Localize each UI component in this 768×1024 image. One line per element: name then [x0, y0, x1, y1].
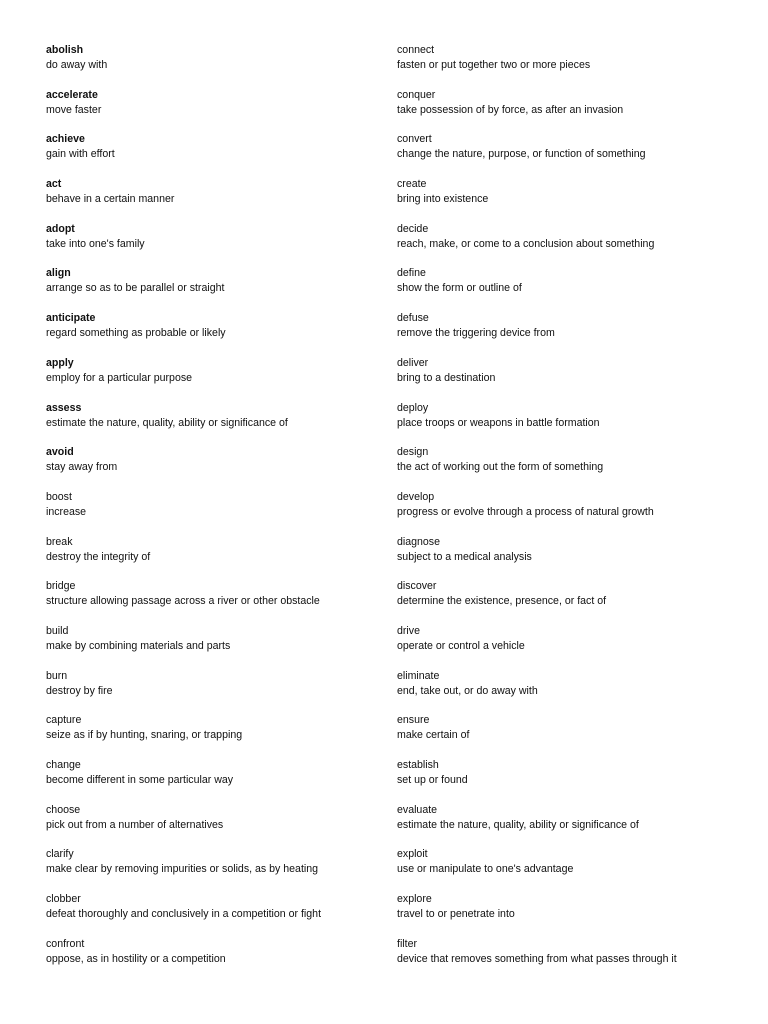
- vocab-definition: make certain of: [397, 729, 470, 742]
- vocab-entry: [397, 177, 757, 222]
- vocab-entry: [46, 356, 386, 401]
- vocab-entry: [46, 222, 386, 267]
- vocab-term: choose: [46, 803, 81, 816]
- vocab-term: defuse: [397, 312, 429, 325]
- vocab-term: connect: [397, 44, 435, 56]
- vocab-entry: [46, 88, 386, 133]
- vocab-entry: [397, 88, 757, 133]
- vocab-term: ensure: [397, 714, 430, 727]
- vocab-definition: do away with: [46, 59, 108, 71]
- vocab-definition: arrange so as to be parallel or straight: [46, 282, 225, 295]
- vocab-term: clobber: [46, 893, 81, 906]
- vocab-definition: make clear by removing impurities or solids, as by heating: [46, 863, 319, 876]
- vocab-definition: stay away from: [46, 461, 118, 474]
- vocab-entry: [397, 937, 757, 982]
- vocab-entry: [46, 490, 386, 535]
- vocab-term: break: [46, 535, 73, 548]
- vocab-definition: place troops or weapons in battle formation: [397, 416, 600, 429]
- vocab-definition: reach, make, or come to a conclusion about something: [397, 237, 655, 250]
- vocab-entry: [46, 445, 386, 490]
- vocab-definition: end, take out, or do away with: [397, 684, 538, 697]
- vocab-term: achieve: [46, 133, 85, 146]
- vocab-term: deliver: [397, 356, 429, 369]
- vocab-definition: change the nature, purpose, or function of something: [397, 148, 646, 161]
- vocab-term: explore: [397, 893, 432, 906]
- vocab-term: decide: [397, 222, 429, 235]
- vocab-definition: the act of working out the form of something: [397, 461, 604, 474]
- vocab-definition: move faster: [46, 103, 102, 116]
- vocab-entry: [397, 579, 757, 624]
- vocab-term: build: [46, 624, 69, 637]
- vocab-definition: gain with effort: [46, 148, 115, 161]
- vocab-definition: bring into existence: [397, 193, 489, 206]
- vocab-entry: [46, 311, 386, 356]
- vocab-term: bridge: [46, 580, 76, 593]
- vocab-entry: [397, 311, 757, 356]
- vocab-definition: oppose, as in hostility or a competition: [46, 952, 226, 965]
- vocab-term: convert: [397, 133, 432, 146]
- vocab-term: define: [397, 267, 426, 280]
- vocab-term: act: [46, 178, 62, 191]
- vocab-entry: [397, 803, 757, 848]
- vocab-term: develop: [397, 490, 435, 503]
- vocab-definition: estimate the nature, quality, ability or significance of: [46, 416, 288, 429]
- vocab-definition: estimate the nature, quality, ability or significance of: [397, 818, 639, 831]
- vocab-definition: operate or control a vehicle: [397, 639, 525, 652]
- vocab-term: deploy: [397, 401, 429, 414]
- vocab-term: discover: [397, 580, 437, 593]
- vocab-definition: regard something as probable or likely: [46, 327, 226, 340]
- left-column: [46, 43, 386, 981]
- vocab-entry: [46, 892, 386, 937]
- vocab-term: eliminate: [397, 669, 440, 682]
- vocab-term: burn: [46, 669, 68, 682]
- vocab-entry: [46, 177, 386, 222]
- vocab-term: drive: [397, 624, 420, 637]
- vocab-definition: make by combining materials and parts: [46, 639, 231, 652]
- vocab-definition: become different in some particular way: [46, 774, 234, 786]
- vocab-entry: [46, 401, 386, 446]
- vocab-entry: [397, 401, 757, 446]
- vocab-definition: destroy by fire: [46, 684, 113, 697]
- vocab-entry: [397, 222, 757, 267]
- vocab-definition: structure allowing passage across a river or other obstacle: [46, 595, 320, 608]
- vocab-entry: [397, 490, 757, 535]
- vocab-entry: [397, 624, 757, 669]
- vocab-entry: [46, 624, 386, 669]
- vocab-entry: [397, 892, 757, 937]
- vocab-term: establish: [397, 759, 439, 771]
- vocab-entry: [46, 669, 386, 714]
- vocab-entry: [46, 43, 386, 88]
- vocab-definition: remove the triggering device from: [397, 327, 555, 340]
- vocab-term: abolish: [46, 44, 84, 56]
- vocab-term: conquer: [397, 88, 436, 101]
- vocab-entry: [46, 266, 386, 311]
- vocab-entry: [46, 847, 386, 892]
- vocab-term: capture: [46, 714, 82, 727]
- vocab-definition: pick out from a number of alternatives: [46, 818, 224, 831]
- vocab-entry: [397, 43, 757, 88]
- vocab-definition: travel to or penetrate into: [397, 908, 515, 921]
- vocab-term: confront: [46, 937, 85, 950]
- vocab-definition: show the form or outline of: [397, 282, 522, 295]
- vocab-entry: [46, 535, 386, 580]
- vocab-definition: subject to a medical analysis: [397, 550, 532, 563]
- vocab-entry: [397, 758, 757, 803]
- vocab-term: filter: [397, 937, 418, 950]
- vocab-term: evaluate: [397, 803, 438, 816]
- vocab-term: assess: [46, 401, 82, 414]
- vocab-term: anticipate: [46, 312, 96, 325]
- vocab-definition: use or manipulate to one's advantage: [397, 863, 574, 876]
- vocab-term: adopt: [46, 222, 75, 235]
- vocab-definition: increase: [46, 505, 87, 518]
- vocab-definition: destroy the integrity of: [46, 550, 151, 563]
- vocab-entry: [46, 579, 386, 624]
- vocab-entry: [46, 937, 386, 982]
- vocab-definition: seize as if by hunting, snaring, or trapping: [46, 729, 243, 742]
- vocab-entry: [46, 803, 386, 848]
- vocab-definition: defeat thoroughly and conclusively in a competition or fight: [46, 908, 322, 921]
- vocab-entry: [397, 445, 757, 490]
- vocab-definition: set up or found: [397, 774, 468, 786]
- vocab-term: apply: [46, 356, 74, 369]
- vocab-entry: [397, 713, 757, 758]
- vocab-definition: take possession of by force, as after an invasion: [397, 103, 624, 116]
- vocab-entry: [397, 356, 757, 401]
- vocab-entry: [397, 669, 757, 714]
- vocab-entry: [397, 266, 757, 311]
- vocab-entry: [46, 713, 386, 758]
- vocab-term: create: [397, 178, 427, 191]
- vocab-definition: take into one's family: [46, 237, 145, 250]
- vocab-definition: behave in a certain manner: [46, 193, 175, 206]
- vocab-definition: employ for a particular purpose: [46, 371, 193, 384]
- vocab-term: design: [397, 446, 429, 459]
- vocab-term: boost: [46, 490, 72, 503]
- vocab-definition: bring to a destination: [397, 371, 496, 384]
- vocab-entry: [397, 535, 757, 580]
- vocab-definition: progress or evolve through a process of natural growth: [397, 505, 654, 518]
- vocab-term: avoid: [46, 446, 74, 459]
- right-column: [397, 43, 757, 981]
- vocab-entry: [46, 758, 386, 803]
- vocab-definition: fasten or put together two or more pieces: [397, 59, 591, 71]
- vocab-entry: [46, 132, 386, 177]
- vocab-term: change: [46, 759, 81, 771]
- vocab-term: align: [46, 267, 71, 280]
- vocab-term: diagnose: [397, 535, 441, 548]
- vocab-entry: [397, 132, 757, 177]
- vocab-definition: device that removes something from what passes through it: [397, 952, 677, 965]
- vocab-definition: determine the existence, presence, or fact of: [397, 595, 607, 608]
- vocab-term: exploit: [397, 848, 428, 861]
- vocab-term: accelerate: [46, 88, 98, 101]
- vocab-entry: [397, 847, 757, 892]
- vocab-term: clarify: [46, 848, 74, 861]
